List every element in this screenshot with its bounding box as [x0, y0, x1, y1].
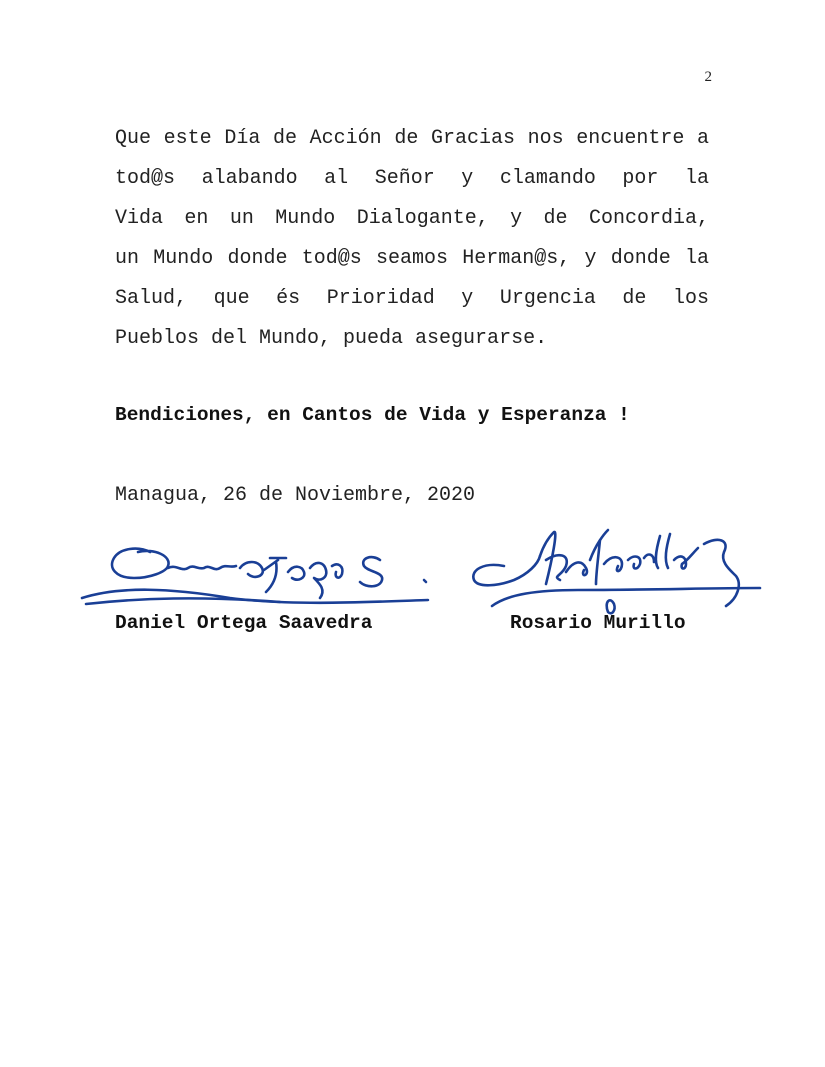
paragraph-line: Que este Día de Acción de Gracias nos encuentre a [115, 127, 709, 150]
signature-daniel-ortega [80, 538, 440, 610]
paragraph-line: Pueblos del Mundo, pueda asegurarse. [115, 327, 548, 350]
blessing-line: Bendiciones, en Cantos de Vida y Esperanza ! [115, 404, 630, 426]
page-number: 2 [704, 69, 712, 85]
paragraph-line: Salud, que és Prioridad y Urgencia de los [115, 287, 709, 310]
signer-name-daniel: Daniel Ortega Saavedra [115, 612, 373, 634]
signature-rosario-murillo [468, 520, 768, 622]
paragraph-line: tod@s alabando al Señor y clamando por la [115, 167, 709, 190]
body-paragraph [115, 123, 709, 363]
signer-name-rosario: Rosario Murillo [510, 612, 686, 634]
paragraph-line: un Mundo donde tod@s seamos Herman@s, y donde la [115, 247, 709, 270]
place-date: Managua, 26 de Noviembre, 2020 [115, 484, 476, 507]
paragraph-line: Vida en un Mundo Dialogante, y de Concordia, [115, 207, 709, 230]
